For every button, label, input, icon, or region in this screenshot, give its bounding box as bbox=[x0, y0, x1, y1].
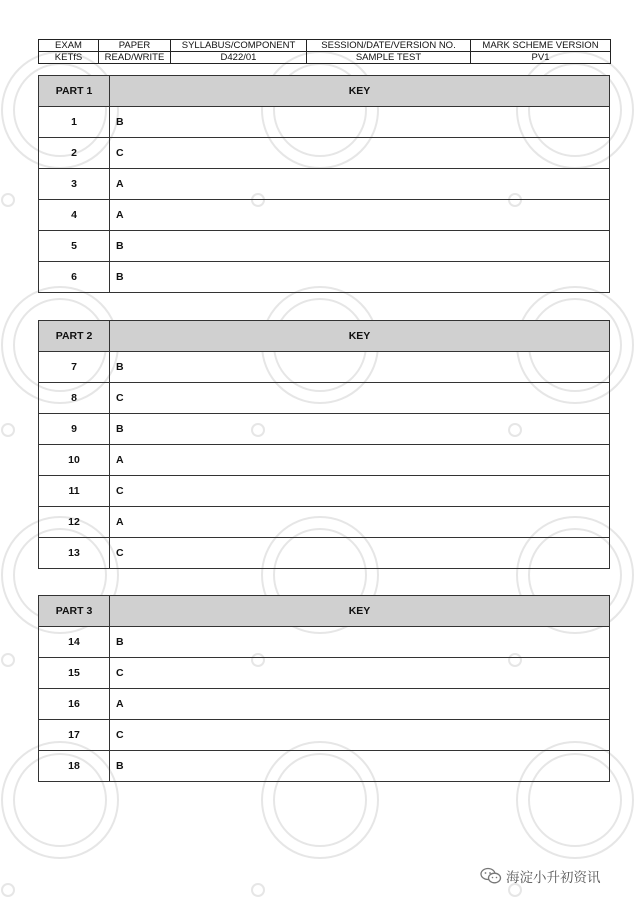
syllabus-value: D422/01 bbox=[171, 52, 307, 64]
answer-row bbox=[39, 231, 610, 262]
answer-row bbox=[39, 200, 610, 231]
answer-row bbox=[39, 107, 610, 138]
question-number: 7 bbox=[39, 352, 110, 383]
exam-label: EXAM bbox=[39, 40, 99, 52]
exam-info-header-row bbox=[39, 40, 611, 52]
answer-key: A bbox=[110, 689, 610, 720]
answer-key: B bbox=[110, 231, 610, 262]
question-number: 13 bbox=[39, 538, 110, 569]
paper-label: PAPER bbox=[99, 40, 171, 52]
part-1-key-header: KEY bbox=[110, 76, 610, 107]
answer-row bbox=[39, 507, 610, 538]
part-1-table bbox=[38, 75, 610, 293]
question-number: 16 bbox=[39, 689, 110, 720]
answer-row bbox=[39, 751, 610, 782]
question-number: 15 bbox=[39, 658, 110, 689]
question-number: 11 bbox=[39, 476, 110, 507]
question-number: 6 bbox=[39, 262, 110, 293]
question-number: 8 bbox=[39, 383, 110, 414]
question-number: 18 bbox=[39, 751, 110, 782]
answer-key: C bbox=[110, 658, 610, 689]
session-label: SESSION/DATE/VERSION NO. bbox=[307, 40, 471, 52]
part-2-key-header: KEY bbox=[110, 321, 610, 352]
answer-row bbox=[39, 476, 610, 507]
answer-key: B bbox=[110, 751, 610, 782]
answer-key: B bbox=[110, 627, 610, 658]
session-value: SAMPLE TEST bbox=[307, 52, 471, 64]
question-number: 3 bbox=[39, 169, 110, 200]
answer-key: A bbox=[110, 507, 610, 538]
question-number: 17 bbox=[39, 720, 110, 751]
exam-value: KETfS bbox=[39, 52, 99, 64]
part-3-header-row bbox=[39, 596, 610, 627]
mark-scheme-value: PV1 bbox=[471, 52, 611, 64]
part-2-header-row bbox=[39, 321, 610, 352]
part-3-key-header: KEY bbox=[110, 596, 610, 627]
mark-scheme-label: MARK SCHEME VERSION bbox=[471, 40, 611, 52]
answer-row bbox=[39, 138, 610, 169]
part-2-label: PART 2 bbox=[39, 321, 110, 352]
watermark-brand bbox=[480, 866, 601, 886]
answer-row bbox=[39, 352, 610, 383]
question-number: 9 bbox=[39, 414, 110, 445]
answer-key: C bbox=[110, 476, 610, 507]
answer-key: B bbox=[110, 107, 610, 138]
answer-row bbox=[39, 383, 610, 414]
answer-row bbox=[39, 262, 610, 293]
answer-key: C bbox=[110, 538, 610, 569]
part-1-label: PART 1 bbox=[39, 76, 110, 107]
answer-row bbox=[39, 538, 610, 569]
answer-row bbox=[39, 658, 610, 689]
answer-row bbox=[39, 445, 610, 476]
question-number: 10 bbox=[39, 445, 110, 476]
part-3-label: PART 3 bbox=[39, 596, 110, 627]
question-number: 2 bbox=[39, 138, 110, 169]
answer-key: C bbox=[110, 383, 610, 414]
answer-row bbox=[39, 689, 610, 720]
watermark-text: 海淀小升初资讯 bbox=[506, 870, 601, 886]
answer-key: A bbox=[110, 169, 610, 200]
answer-row bbox=[39, 627, 610, 658]
answer-key: B bbox=[110, 414, 610, 445]
question-number: 5 bbox=[39, 231, 110, 262]
answer-key: B bbox=[110, 352, 610, 383]
part-3-table bbox=[38, 595, 610, 782]
question-number: 1 bbox=[39, 107, 110, 138]
answer-key: B bbox=[110, 262, 610, 293]
syllabus-label: SYLLABUS/COMPONENT bbox=[171, 40, 307, 52]
question-number: 4 bbox=[39, 200, 110, 231]
answer-row bbox=[39, 720, 610, 751]
answer-row bbox=[39, 169, 610, 200]
answer-key: C bbox=[110, 720, 610, 751]
question-number: 12 bbox=[39, 507, 110, 538]
answer-key: A bbox=[110, 445, 610, 476]
part-2-table bbox=[38, 320, 610, 569]
answer-key: A bbox=[110, 200, 610, 231]
wechat-icon bbox=[480, 867, 502, 885]
answer-row bbox=[39, 414, 610, 445]
exam-info-value-row bbox=[39, 52, 611, 64]
question-number: 14 bbox=[39, 627, 110, 658]
answer-key: C bbox=[110, 138, 610, 169]
exam-info-table bbox=[38, 39, 611, 64]
part-1-header-row bbox=[39, 76, 610, 107]
paper-value: READ/WRITE bbox=[99, 52, 171, 64]
